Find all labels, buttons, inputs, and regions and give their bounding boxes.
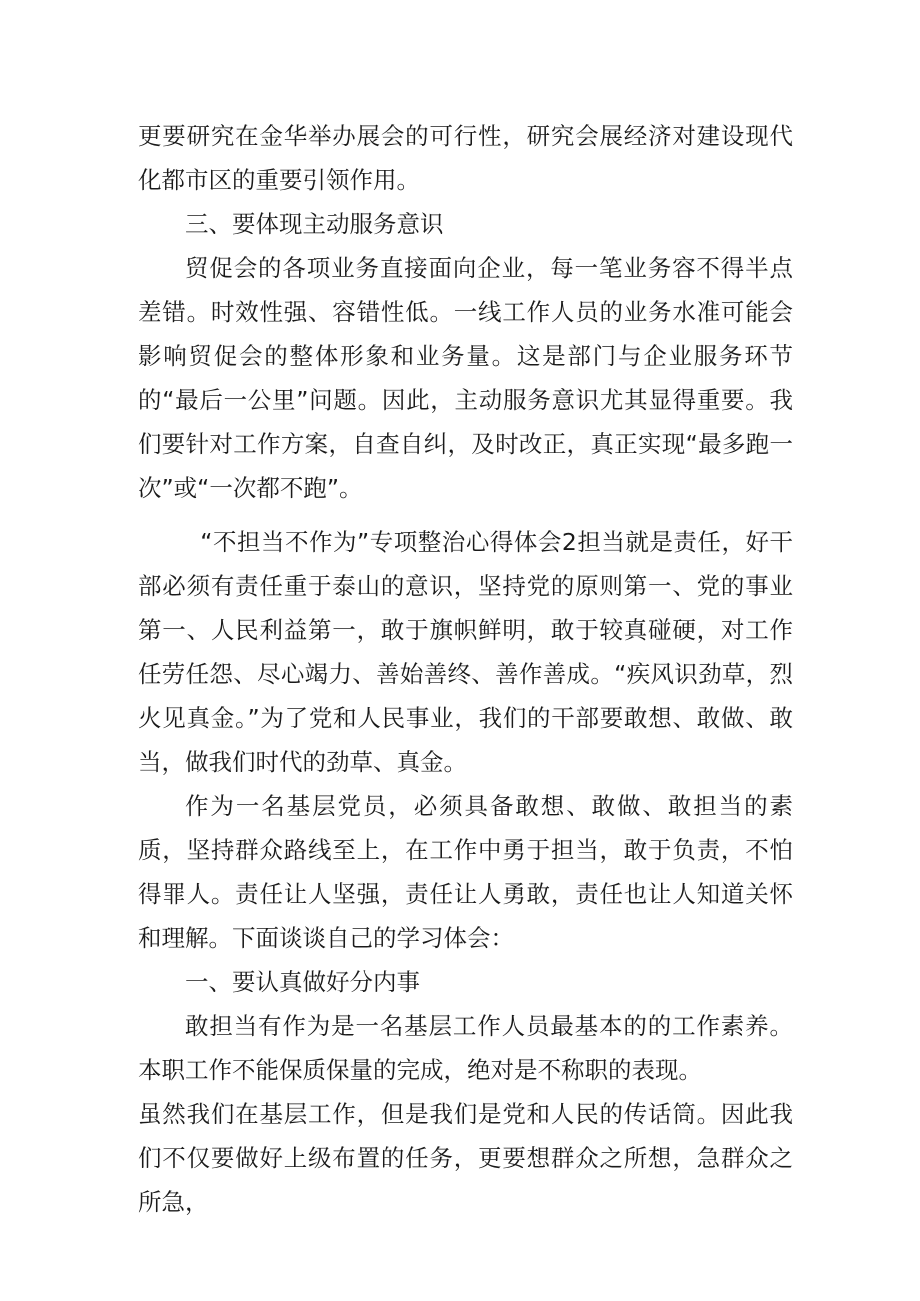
paragraph-grassroots-member: 作为一名基层党员，必须具备敢想、敢做、敢担当的素质，坚持群众路线至上，在工作中勇于担当，敢于负责，不怕得罪人。责任让人坚强，责任让人勇敢，责任也让人知道关怀和理解。下面谈谈自己的学习体会： — [138, 792, 793, 952]
paragraph-service-awareness: 贸促会的各项业务直接面向企业，每一笔业务容不得半点差错。时效性强、容错性低。一线工作人员的业务水准可能会影响贸促会的整体形象和业务量。这是部门与企业服务环节的“最后一公里”问题。因此，主动服务意识尤其显得重要。我们要针对工作方案，自查自纠，及时改正，真正实现“最多跑一次”或“一次都不跑”。 — [138, 254, 793, 502]
section-heading-1: 一、要认真做好分内事 — [185, 968, 420, 996]
paragraph-article-2-intro: “不担当不作为”专项整治心得体会2担当就是责任，好干部必须有责任重于泰山的意识，坚持党的原则第一、党的事业第一、人民利益第一，敢于旗帜鲜明，敢于较真碰硬，对工作任劳任怨、尽心竭力、善始善终、善作善成。“疾风识劲草，烈火见真金。”为了党和人民事业，我们的干部要敢想、敢做、敢当，做我们时代的劲草、真金。 — [138, 528, 793, 776]
paragraph-messenger: 虽然我们在基层工作，但是我们是党和人民的传话筒。因此我们不仅要做好上级布置的任务，更要想群众之所想，急群众之所急， — [138, 1100, 793, 1216]
paragraph-basic-duty: 敢担当有作为是一名基层工作人员最基本的的工作素养。本职工作不能保质保量的完成，绝对是不称职的表现。 — [138, 1012, 793, 1084]
document-body — [138, 114, 793, 1224]
paragraph-continuation: 更要研究在金华举办展会的可行性，研究会展经济对建设现代化都市区的重要引领作用。 — [138, 122, 793, 194]
section-heading-3: 三、要体现主动服务意识 — [185, 210, 444, 238]
